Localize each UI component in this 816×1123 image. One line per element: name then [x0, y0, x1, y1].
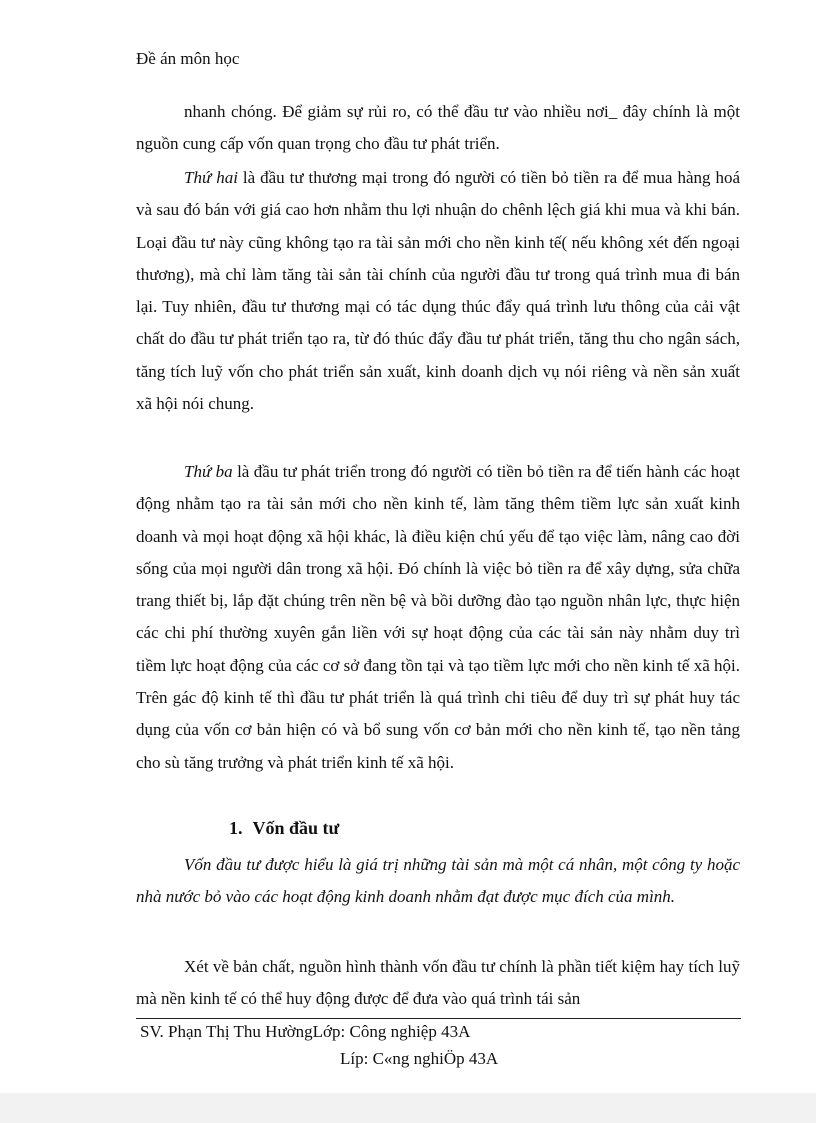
paragraph-2-body: là đầu tư thương mại trong đó người có tiền bỏ tiền ra để mua hàng hoá và sau đó bán với giá cao hơn nhằm thu lợi nhuận do chênh lệch giá khi mua và khi bán. Loại đầu tư này cũng không tạo ra tài sản mới cho nền kinh tế( nếu không xét đến ngoại thương), mà chỉ làm tăng tài sản tài chính của người đầu tư trong quá trình mua đi bán lại. Tuy nhiên, đầu tư thương mại có tác dụng thúc đẩy quá trình lưu thông của cải vật chất do đầu tư phát triển tạo ra, từ đó thúc đẩy đầu tư phát triển, tăng thu cho ngân sách, tăng tích luỹ vốn cho phát triển sản xuất, kinh doanh dịch vụ nói riêng và nền sản xuất xã hội nói chung.	[136, 168, 740, 414]
section-heading	[229, 818, 339, 839]
footer-line-2: Líp: C«ng nghiÖp 43A	[340, 1049, 499, 1068]
paragraph-3	[136, 456, 740, 779]
section-title: Vốn đầu tư	[252, 818, 340, 838]
definition-paragraph: Vốn đầu tư được hiểu là giá trị những tài sản mà một cá nhân, một công ty hoặc nhà nước bỏ vào các hoạt động kinh doanh nhằm đạt được mục đích của mình.	[136, 855, 740, 907]
paragraph-2	[136, 162, 740, 420]
footer-divider	[136, 1018, 741, 1019]
paragraph-2-lead: Thứ hai	[184, 168, 238, 187]
page-bottom-strip	[0, 1093, 816, 1123]
section-number: 1.	[229, 818, 243, 838]
paragraph-3-body: là đầu tư phát triển trong đó người có tiền bỏ tiền ra để tiến hành các hoạt động nhằm tạo ra tài sản mới cho nền kinh tế, làm tăng thêm tiềm lực sản xuất kinh doanh và mọi hoạt động xã hội khác, là điều kiện chú yếu để tạo việc làm, nâng cao đời sống của mọi người dân trong xã hội. Đó chính là việc bỏ tiền ra để xây dựng, sửa chữa trang thiết bị, lắp đặt chúng trên nền bệ và bồi dưỡng đào tạo nguồn nhân lực, thực hiện các chi phí thường xuyên gắn liền với sự hoạt động của các tài sản này nhằm duy trì tiềm lực hoạt động của các cơ sở đang tồn tại và tạo tiềm lực mới cho nền kinh tế xã hội. Trên gác độ kinh tế thì đầu tư phát triển là quá trình chi tiêu để duy trì sự phát huy tác dụng của vốn cơ bản hiện có và bổ sung vốn cơ bản mới cho nền kinh tế, tạo nền tảng cho sù tăng trưởng và phát triển kinh tế xã hội.	[136, 462, 740, 772]
paragraph-5: Xét về bản chất, nguồn hình thành vốn đầu tư chính là phần tiết kiệm hay tích luỹ mà nền kinh tế có thể huy động được để đưa vào quá trình tái sản	[136, 957, 740, 1009]
paragraph-3-lead: Thứ ba	[184, 462, 233, 481]
footer-line-1: SV. Phạn Thị Thu HườngLớp: Công nghiệp 43A	[140, 1022, 471, 1041]
paragraph-1: nhanh chóng. Để giảm sự rủi ro, có thể đầu tư vào nhiều nơi_ đây chính là một nguồn cung cấp vốn quan trọng cho đầu tư phát triển.	[136, 102, 740, 154]
page-header: Đề án môn học	[136, 49, 240, 68]
